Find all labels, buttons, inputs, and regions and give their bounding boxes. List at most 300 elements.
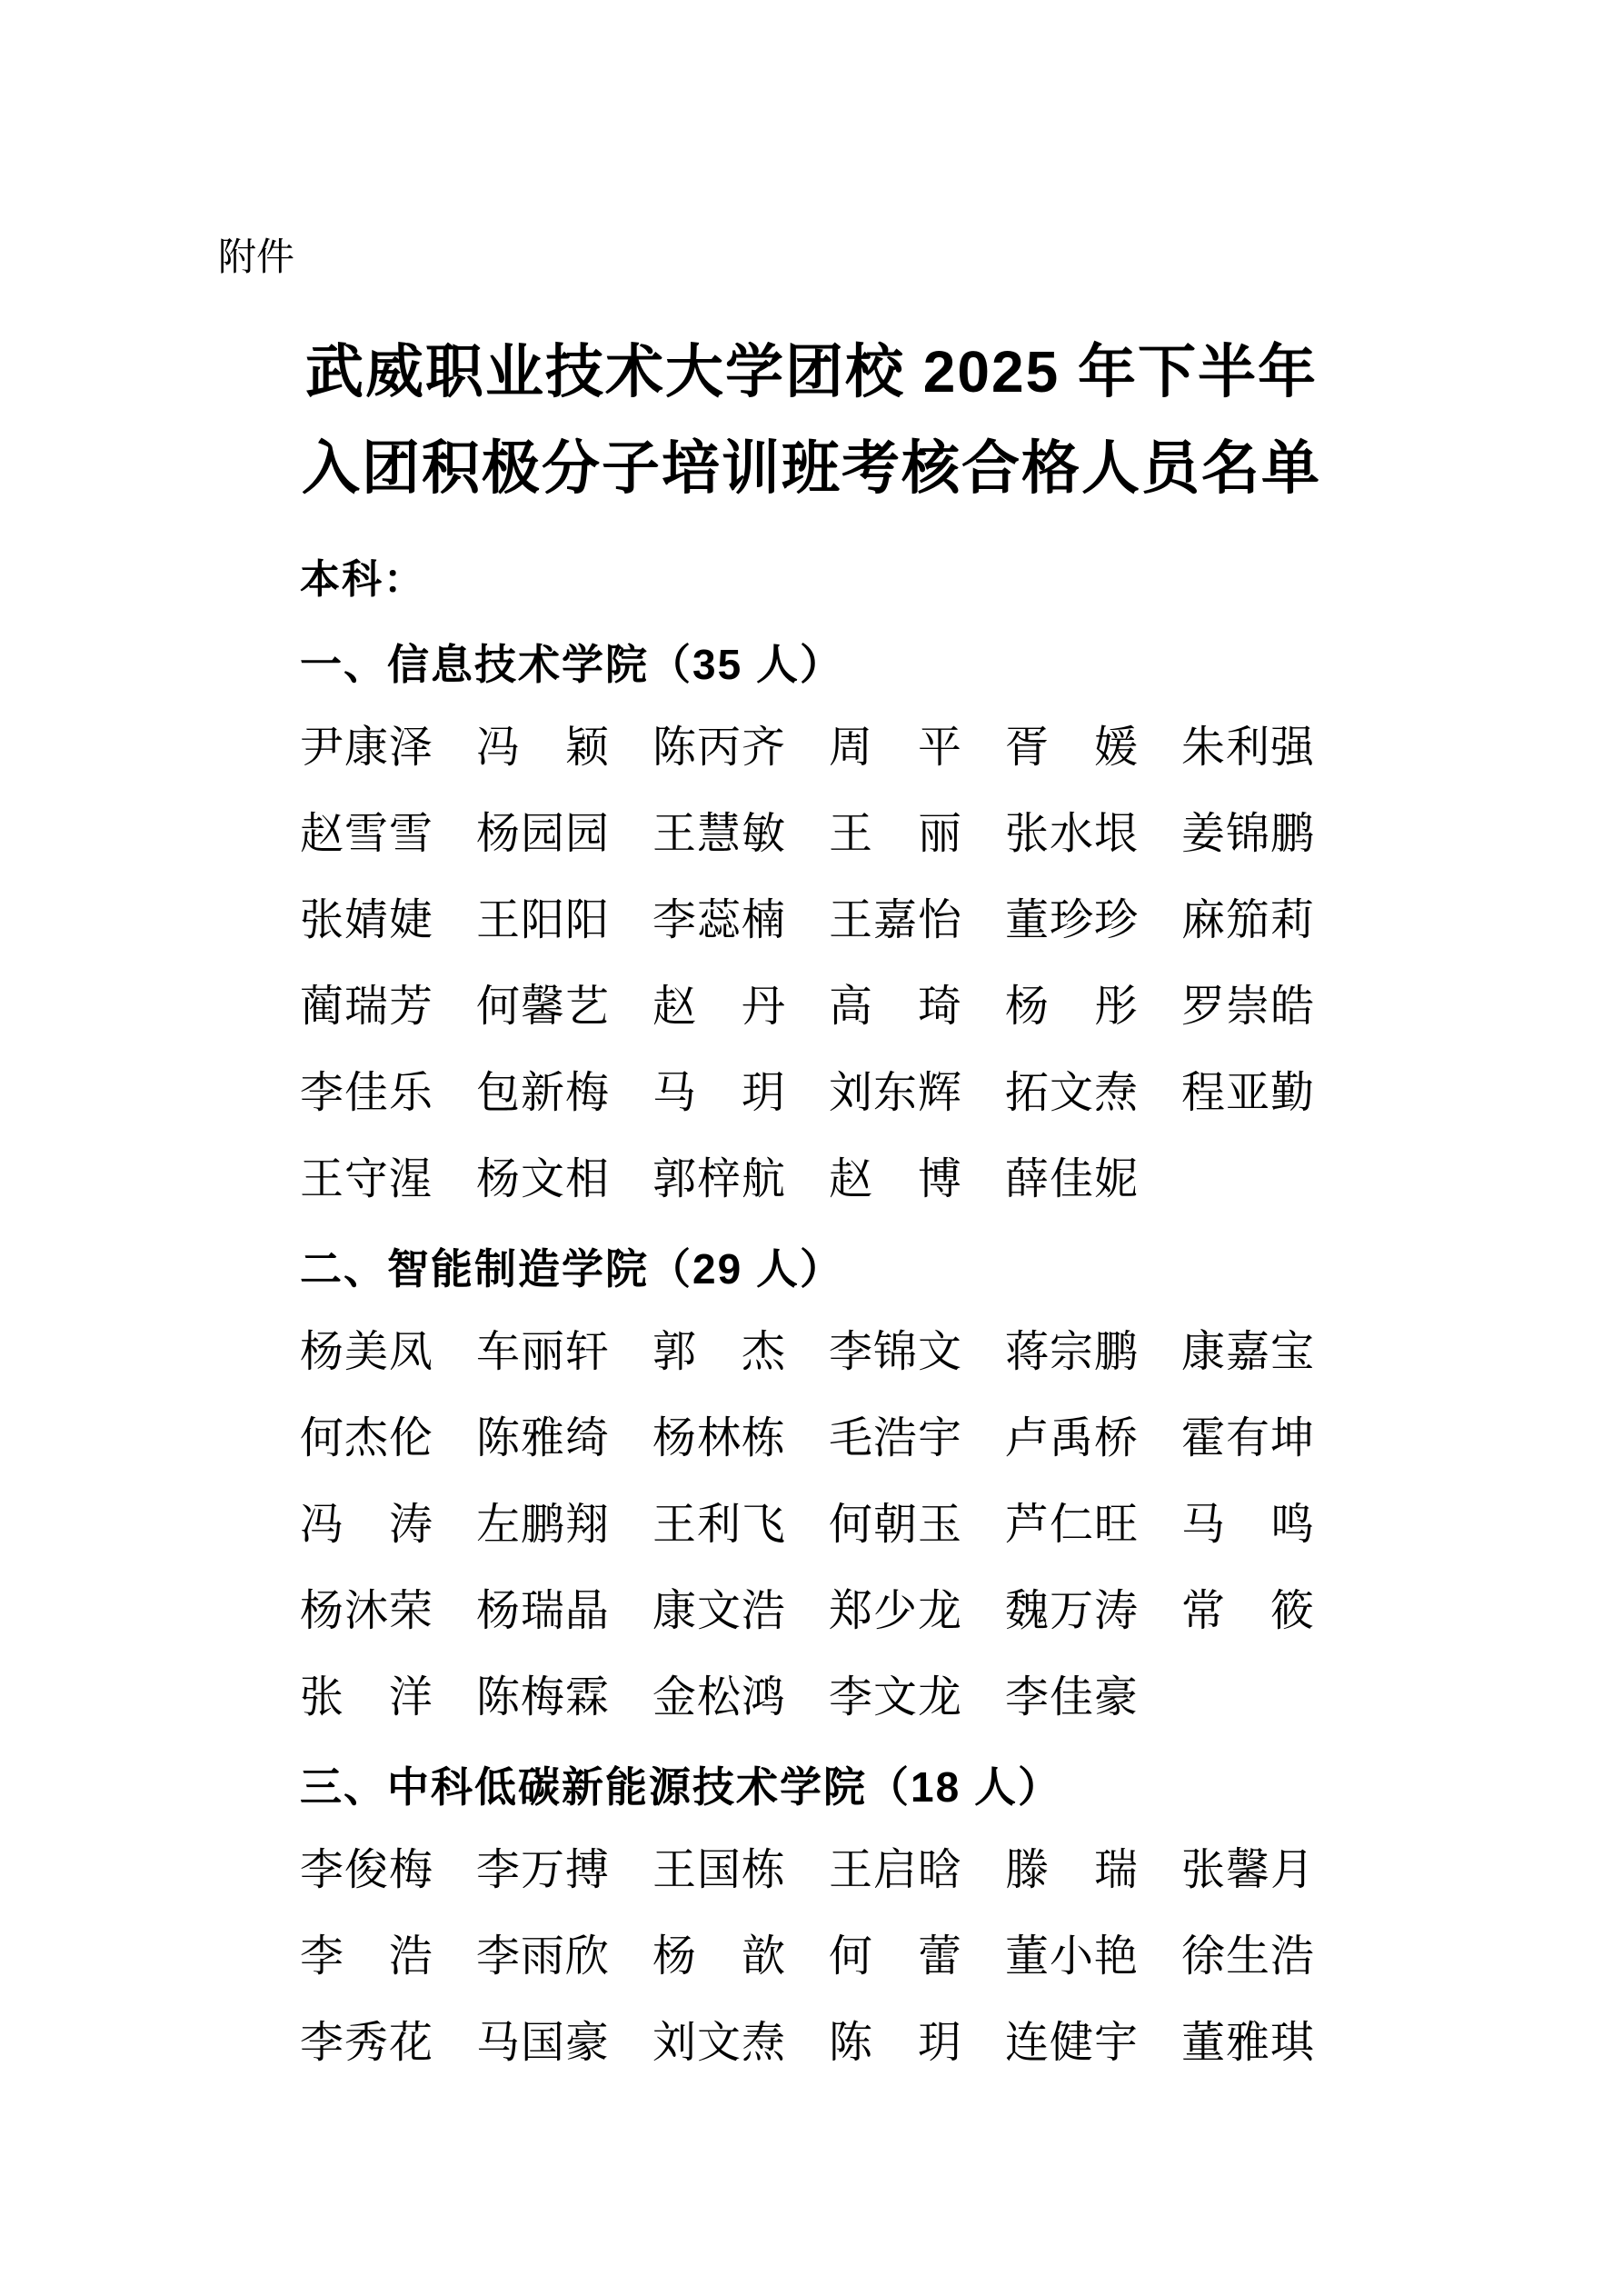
name-row [300,1050,1623,1136]
student-name [652,1413,785,1462]
name-char: 歆 [741,1932,785,1981]
name-char: 郭 [652,1327,697,1376]
student-name [300,1932,433,1981]
name-char: 雪 [344,809,388,858]
student-name [829,895,961,944]
name-char: 蔺 [300,982,344,1031]
student-name [829,809,961,858]
name-char: 文 [520,1154,564,1203]
student-name [300,723,433,772]
name-char: 瑞 [1093,1845,1138,1894]
name-char: 浩 [741,1586,785,1635]
name-char: 妮 [1093,1154,1138,1203]
student-name [1005,895,1138,944]
name-row [300,1913,1623,2000]
name-char: 杨 [652,1413,697,1462]
name-char: 守 [344,1154,388,1203]
name-char: 刘 [652,2018,697,2067]
name-char: 康 [1181,1327,1226,1376]
student-name [1181,1413,1314,1462]
student-name [652,895,785,944]
name-char: 利 [696,1500,741,1549]
name-char: 荣 [388,1586,433,1635]
name-char: 麻 [1181,895,1226,944]
name-char: 郭 [652,1154,697,1203]
student-name [1181,1586,1314,1635]
name-char: 晶 [564,1586,609,1635]
name-char: 梅 [564,1068,609,1117]
name-char: 启 [872,1845,917,1894]
student-name [1005,1672,1138,1722]
name-char: 栋 [741,1845,785,1894]
name-char: 婕 [388,895,433,944]
name-char: 康 [344,723,388,772]
student-name [1181,1845,1314,1894]
name-char: 国 [696,1845,741,1894]
student-name [829,723,961,772]
name-char: 相 [564,1154,609,1203]
student-name [300,1327,433,1376]
name-char: 笳 [1225,895,1270,944]
attachment-label: 附件 [218,235,295,278]
name-char: 勤 [1270,1068,1314,1117]
name-char: 健 [1049,2018,1093,2067]
name-row [300,791,1623,877]
name-char: 齐 [741,723,785,772]
name-char: 利 [1225,723,1270,772]
name-char: 浩 [872,1413,917,1462]
name-char: 周 [829,723,873,772]
name-char: 玥 [741,1068,785,1117]
student-name [1005,1413,1138,1462]
name-char: 常 [1181,1586,1226,1635]
name-char: 艺 [564,982,609,1031]
name-char: 王 [652,809,697,858]
name-char: 鹏 [1270,809,1314,858]
name-char: 阳 [564,895,609,944]
document-title-line2: 入团积极分子培训班考核合格人员名单 [302,435,1321,501]
name-char: 鹏 [520,1500,564,1549]
name-row [300,877,1623,963]
name-char: 何 [829,1500,873,1549]
name-char: 园 [564,809,609,858]
student-name [1005,1068,1138,1117]
name-char: 陈 [476,1672,521,1722]
name-char: 沐 [344,1586,388,1635]
name-char: 张 [300,895,344,944]
name-char: 航 [741,1154,785,1203]
name-char: 左 [476,1500,521,1549]
name-char: 张 [1181,1845,1226,1894]
name-char: 翔 [564,1500,609,1549]
student-name [1181,982,1314,1031]
student-name [476,1932,609,1981]
student-name [1005,1586,1138,1635]
name-char: 李 [300,1068,344,1117]
student-name [829,982,961,1031]
name-char: 搏 [564,1845,609,1894]
name-char: 李 [476,1932,521,1981]
name-char: 豪 [1093,1672,1138,1722]
name-char: 阳 [520,895,564,944]
name-char: 李 [829,1672,873,1722]
student-name [829,1413,961,1462]
name-char: 浩 [1270,1932,1314,1981]
student-name [829,1932,961,1981]
name-char: 王 [652,1845,697,1894]
name-char: 万 [520,1845,564,1894]
name-char: 朱 [1181,723,1226,772]
name-char: 丽 [520,1327,564,1376]
name-row [300,1309,1623,1395]
student-name [300,1586,433,1635]
name-char: 涛 [1093,1586,1138,1635]
student-name [1005,1327,1138,1376]
student-name [476,1413,609,1462]
name-char: 新 [520,1068,564,1117]
name-char: 杨 [476,1154,521,1203]
name-char: 王 [652,1500,697,1549]
name-char: 焘 [741,2018,785,2067]
name-char: 龙 [917,1672,961,1722]
name-row [300,1827,1623,1913]
document-title [0,324,1623,516]
name-char: 月 [1270,1845,1314,1894]
student-name [476,2018,609,2067]
name-char: 丹 [741,982,785,1031]
student-name [652,1672,785,1722]
student-name [476,1672,609,1722]
name-char: 宇 [917,1413,961,1462]
name-char: 梓 [696,1154,741,1203]
name-char: 艳 [1093,1932,1138,1981]
name-char: 陈 [476,1413,521,1462]
name-char: 媛 [1093,723,1138,772]
name-char: 欣 [564,1932,609,1981]
name-char: 马 [652,1068,697,1117]
name-char: 李 [476,1845,521,1894]
name-char: 崇 [1225,982,1270,1031]
student-name [829,1327,961,1376]
name-char: 杨 [1005,982,1050,1031]
name-char: 车 [476,1327,521,1376]
name-char: 徐 [1181,1932,1226,1981]
name-char: 杰 [741,1327,785,1376]
name-char: 馨 [520,982,564,1031]
name-char: 嘉 [872,895,917,944]
student-name [652,1845,785,1894]
name-char: 高 [829,982,873,1031]
name-char: 轩 [564,1327,609,1376]
name-char: 魏 [1005,1586,1050,1635]
name-char: 涛 [388,1500,433,1549]
name-row [300,1136,1623,1223]
name-char: 赵 [652,982,697,1031]
name-char: 旺 [1093,1500,1138,1549]
student-name [300,809,433,858]
name-char: 国 [520,2018,564,2067]
name-row [300,1654,1623,1741]
name-char: 李 [300,1845,344,1894]
name-char: 秀 [344,2018,388,2067]
name-char: 薛 [1005,1154,1050,1203]
name-char: 焘 [1093,1068,1138,1117]
name-char: 慧 [696,809,741,858]
name-char: 梅 [520,1672,564,1722]
name-char: 花 [388,2018,433,2067]
name-char: 林 [696,1413,741,1462]
name-char: 王 [829,1845,873,1894]
name-char: 尹 [300,723,344,772]
name-row [300,1568,1623,1654]
student-name [1181,809,1314,858]
student-name [829,2018,961,2067]
student-name [652,1500,785,1549]
student-name [300,1413,433,1462]
name-char: 陈 [652,723,697,772]
student-name [1181,723,1314,772]
name-char: 亚 [1225,1068,1270,1117]
student-name [829,1672,961,1722]
name-row [300,1395,1623,1482]
name-char: 拓 [1005,1068,1050,1117]
section-2 [300,1223,1623,1741]
name-row [300,2000,1623,2086]
name-char: 佳 [344,1068,388,1117]
name-char: 霍 [1181,1413,1226,1462]
name-char: 仁 [1049,1500,1093,1549]
name-row [300,1482,1623,1568]
degree-label: 本科： [300,556,425,602]
student-name [1005,1845,1138,1894]
name-char: 豪 [564,2018,609,2067]
name-char: 佳 [1049,1672,1093,1722]
name-char: 洋 [388,1672,433,1722]
name-char: 凤 [388,1327,433,1376]
name-char: 俊 [344,1845,388,1894]
name-char: 罗 [1181,982,1226,1031]
name-char: 晗 [917,1845,961,1894]
name-char: 康 [652,1586,697,1635]
student-name [476,1327,609,1376]
name-char: 董 [1181,2018,1226,2067]
name-char: 杨 [652,1932,697,1981]
sections-container [300,618,1623,2086]
student-name [1181,1932,1314,1981]
name-char: 少 [872,1586,917,1635]
name-char: 李 [300,2018,344,2067]
name-char: 垠 [1093,809,1138,858]
name-char: 杰 [344,1413,388,1462]
name-char: 霖 [564,1672,609,1722]
student-name [476,1586,609,1635]
name-char: 有 [1225,1413,1270,1462]
name-char: 蒋 [1005,1327,1050,1376]
name-char: 美 [344,1327,388,1376]
name-char: 敏 [741,809,785,858]
name-char: 杨 [300,1327,344,1376]
name-char: 董 [1005,895,1050,944]
name-char: 浩 [388,1932,433,1981]
student-name [300,1068,433,1117]
name-char: 杨 [300,1586,344,1635]
name-char: 金 [652,1672,697,1722]
name-char: 楠 [741,895,785,944]
name-char: 锦 [872,1327,917,1376]
name-char: 李 [1005,1672,1050,1722]
student-name [1005,2018,1138,2067]
section-3 [300,1741,1623,2086]
name-char: 瑞 [344,982,388,1031]
name-char: 赵 [829,1154,873,1203]
name-char: 李 [829,1327,873,1376]
name-char: 鸿 [741,1672,785,1722]
student-name [300,2018,433,2067]
name-char: 包 [476,1068,521,1117]
student-name [1005,1932,1138,1981]
student-name [652,1068,785,1117]
student-name [476,1500,609,1549]
name-char: 东 [872,1068,917,1117]
name-char: 玉 [917,1500,961,1549]
name-char: 瑞 [520,1586,564,1635]
student-name [652,809,785,858]
name-char: 坤 [1270,1413,1314,1462]
name-char: 平 [917,723,961,772]
name-char: 冯 [300,1500,344,1549]
name-char: 松 [696,1672,741,1722]
student-name [300,1154,433,1203]
student-name [652,1932,785,1981]
name-char: 陈 [829,2018,873,2067]
name-char: 王 [829,895,873,944]
name-char: 杨 [476,1586,521,1635]
student-name [476,895,609,944]
name-char: 滕 [1005,1845,1050,1894]
name-char: 玥 [917,2018,961,2067]
student-name [652,1327,785,1376]
name-char: 雨 [520,1932,564,1981]
name-char: 鹏 [1093,1327,1138,1376]
student-name [300,982,433,1031]
name-char: 禹 [1049,1413,1093,1462]
student-name [829,1154,961,1203]
name-char: 锦 [1225,809,1270,858]
name-char: 何 [300,1413,344,1462]
student-name [1181,895,1314,944]
name-char: 李 [300,1932,344,1981]
name-char: 程 [1181,1068,1226,1117]
name-char: 杨 [476,809,521,858]
student-name [476,1154,609,1203]
student-name [829,1068,961,1117]
name-char: 珍 [1049,895,1093,944]
name-char: 飞 [741,1500,785,1549]
name-char: 梅 [388,1845,433,1894]
name-char: 桥 [1093,1413,1138,1462]
name-char: 嘉 [1225,1327,1270,1376]
name-char: 博 [917,1154,961,1203]
name-char: 何 [476,982,521,1031]
name-row [300,963,1623,1050]
student-name [829,1586,961,1635]
name-char: 佳 [1049,1154,1093,1203]
name-char: 婧 [344,895,388,944]
student-name [300,1672,433,1722]
student-name [476,1845,609,1894]
name-char: 伦 [388,1413,433,1462]
name-char: 莉 [1270,895,1314,944]
name-char: 姜 [1181,809,1226,858]
name-char: 芳 [388,982,433,1031]
student-name [1181,1068,1314,1117]
name-char: 胥 [1005,723,1050,772]
name-char: 雅 [1225,2018,1270,2067]
student-name [652,723,785,772]
name-char: 何 [829,1932,873,1981]
student-name [476,809,609,858]
name-char: 乐 [388,1068,433,1117]
student-name [476,723,609,772]
name-char: 毛 [829,1413,873,1462]
section-heading: 三、中科低碳新能源技术学院（18 人） [300,1762,1061,1811]
document-body [300,532,1623,2086]
name-char: 卢 [1005,1413,1050,1462]
name-char: 朝 [872,1500,917,1549]
student-name [1005,1154,1138,1203]
name-char: 颖 [564,723,609,772]
name-char: 赵 [300,809,344,858]
student-name [829,1845,961,1894]
name-char: 万 [1049,1586,1093,1635]
student-name [1181,2018,1314,2067]
name-char: 强 [1270,723,1314,772]
name-char: 筱 [1270,1586,1314,1635]
student-name [476,1068,609,1117]
student-name [652,1154,785,1203]
name-char: 张 [1005,809,1050,858]
name-char: 文 [696,2018,741,2067]
name-char: 宗 [1049,1327,1093,1376]
name-char: 文 [917,1327,961,1376]
student-name [1005,723,1138,772]
name-char: 馨 [1225,1845,1270,1894]
student-name [652,1586,785,1635]
name-char: 冯 [476,723,521,772]
name-char: 连 [1005,2018,1050,2067]
name-char: 文 [696,1586,741,1635]
name-char: 小 [1049,1932,1093,1981]
name-char: 绮 [564,1413,609,1462]
student-name [1005,982,1138,1031]
section-heading: 一、信息技术学院（35 人） [300,640,843,688]
name-char: 宝 [1270,1327,1314,1376]
name-char: 湦 [388,1154,433,1203]
name-char: 皓 [1270,982,1314,1031]
student-name [300,1500,433,1549]
student-name [1005,809,1138,858]
name-char: 文 [1049,1068,1093,1117]
student-name [652,2018,785,2067]
name-char: 怡 [917,895,961,944]
name-char: 李 [652,895,697,944]
student-name [829,1500,961,1549]
name-char: 马 [1181,1500,1226,1549]
name-char: 珍 [1093,895,1138,944]
student-name [652,982,785,1031]
name-char: 鸣 [1270,1500,1314,1549]
name-char: 芦 [1005,1500,1050,1549]
